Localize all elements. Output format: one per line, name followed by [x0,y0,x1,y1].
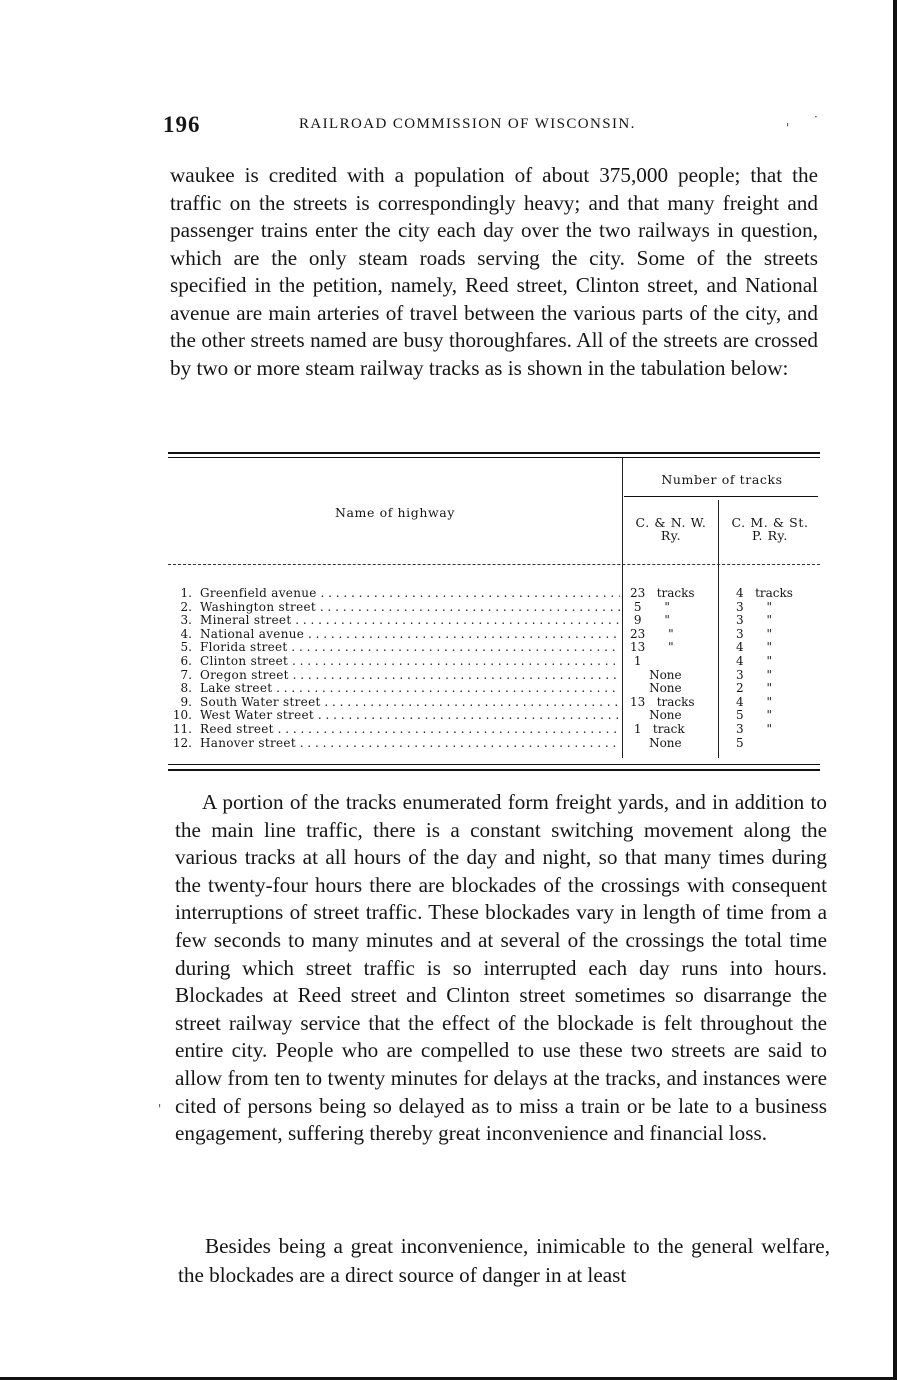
header-bottom-rule [168,564,820,565]
table-row: 11. Reed street . . . 1 track 3 " [168,723,820,737]
page-number: 196 [163,112,201,137]
print-speck: ' [158,1102,162,1116]
paragraph-danger: Besides being a great inconvenience, inimicable to the general welfare, the blockades are a direct source of danger in at least [178,1234,830,1287]
table-row: 6. Clinton street . . . 1 4 " [168,655,820,669]
table-row: 12. Hanover street . . . None 5 [168,737,820,751]
table-row: 3. Mineral street . . . 9 " 3 " [168,614,820,628]
print-speck: · [814,110,818,124]
table-row: 10. West Water street . . . None 5 " [168,709,820,723]
table-top-rule-thin [168,457,820,458]
tracks-table [168,452,820,782]
table-bottom-rule [168,769,820,771]
header-number-of-tracks: Number of tracks [661,472,783,487]
table-bottom-rule-thin [168,764,820,765]
table-row: 9. South Water street . . . 13 tracks 4 " [168,696,820,710]
header-cms-line1: C. M. & St. [731,515,809,530]
header-cms-line2: P. Ry. [752,528,788,543]
page-header [163,112,823,142]
table-row: 7. Oregon street . . . None 3 " [168,669,820,683]
paragraph-blockades: A portion of the tracks enumerated form freight yards, and in addition to the main line traffic, there is a constant switching movement along the various tracks at all hours of the day and night, so that many times during the twenty-four hours there are blockades of the crossings with consequent interruptions of street traffic. These blockades vary in length of time from a few seconds to many minutes and at several of the crossings the total time during which street traffic is so interrupted each day runs into hours. Blockades at Reed street and Clinton street sometimes so disarrange the street railway service that the effect of the blockade is felt throughout the entire city. People who are compelled to use these two streets are said to allow from ten to twenty minutes for delays at the tracks, and instances were cited of persons being so delayed as to miss a train or be late to a business engagement, suffering thereby great inconvenience and financial loss. [175,790,827,1146]
paragraph-intro: waukee is credited with a population of about 375,000 people; that the traffic on the streets is correspondingly heavy; and that many freight and passenger trains enter the city each day over the two railways in question, which are the only steam roads serving the city. Some of the streets specified in the petition, namely, Reed street, Clinton street, and National avenue are main arteries of travel between the various parts of the city, and the other streets named are busy thoroughfares. All of the streets are crossed by two or more steam railway tracks as is shown in the tabulation below: [170,163,818,380]
table-row: 1. Greenfield avenue . . . 23 tracks 4 tracks [168,587,820,601]
page-edge-right [893,0,897,1380]
table-row: 4. National avenue . . . 23 " 3 " [168,628,820,642]
header-name-of-highway: Name of highway [334,505,456,520]
table-row: 5. Florida street . . . 13 " 4 " [168,641,820,655]
running-head: RAILROAD COMMISSION OF WISCONSIN. [299,116,636,132]
header-group-rule [624,496,818,497]
table-row: 8. Lake street . . . None 2 " [168,682,820,696]
header-cms [720,516,820,542]
table-top-rule [168,452,820,454]
header-cnw [624,516,718,542]
print-speck: ' [786,121,790,135]
table-body [168,587,820,750]
header-cnw-line2: Ry. [660,528,682,543]
header-cnw-line1: C. & N. W. [635,515,707,530]
table-row: 2. Washington street . . . 5 " 3 " [168,601,820,615]
